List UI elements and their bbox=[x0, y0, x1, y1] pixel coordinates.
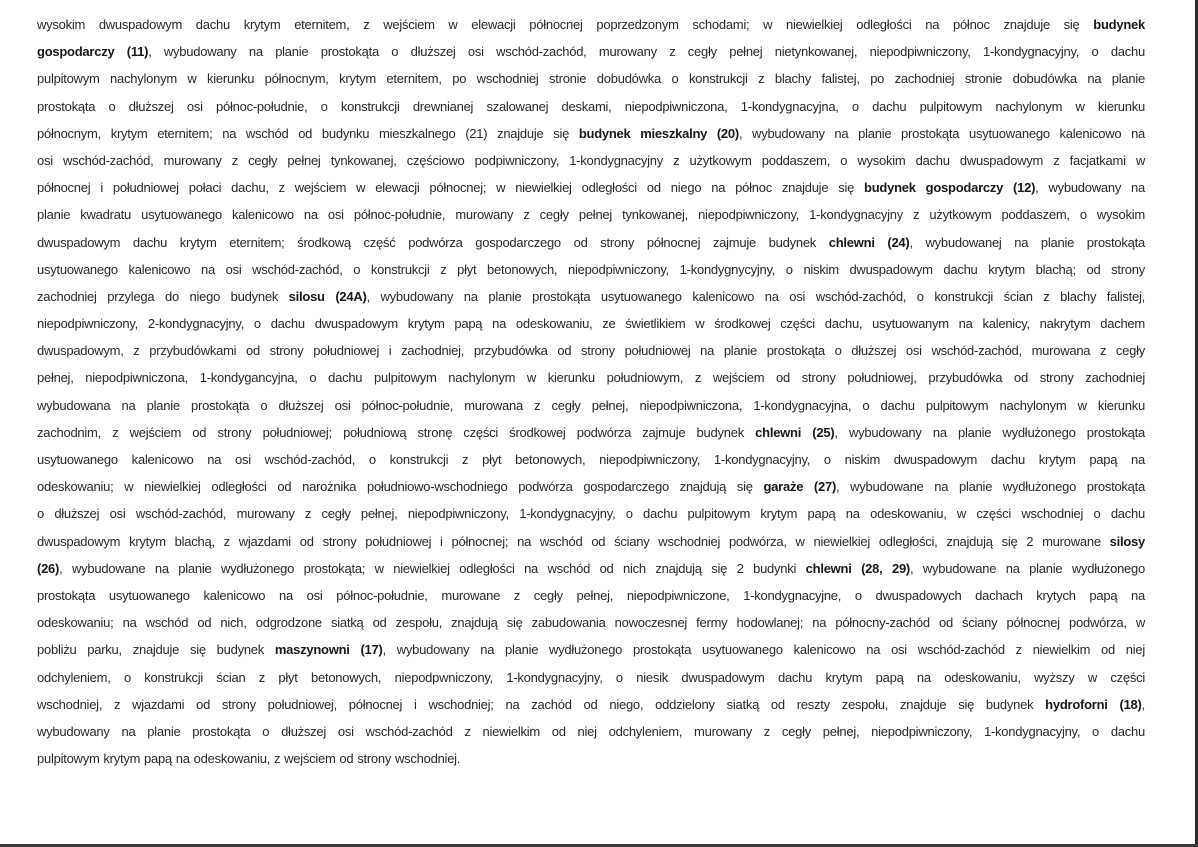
text-segment: , wybudowane na planie wydłużonego bbox=[910, 560, 1145, 576]
bold-building-name: (26) bbox=[37, 560, 60, 576]
text-segment: , wybudowany na bbox=[1035, 180, 1145, 196]
text-segment: , bbox=[1141, 696, 1145, 712]
text-line bbox=[37, 664, 1145, 691]
text-line bbox=[37, 65, 1145, 92]
bold-building-name: budynek bbox=[1093, 17, 1145, 32]
bold-building-name: budynek gospodarczy (12) bbox=[864, 180, 1036, 196]
text-line bbox=[37, 174, 1145, 201]
bold-building-name: chlewni (24) bbox=[828, 234, 910, 250]
text-segment: , wybudowany na planie wydłużonego prostokąta bbox=[834, 424, 1145, 440]
text-segment: odeskowaniu; w niewielkiej odległości od narożnika południowo-wschodniego podwórza gospodarczego znajdują się bbox=[37, 479, 764, 495]
text-segment: wschodniej, z wjazdami od strony południowej, północnej i wschodniej; na zachód od niego, oddzielony siatką od reszty zespołu, znajduje się budynek bbox=[37, 696, 1046, 712]
text-line bbox=[37, 555, 1145, 582]
text-segment: wybudowana na planie prostokąta o dłuższej osi północ-południe, murowana z cegły pełnej, niepodpiwniczona, 1-kondygnacyjna, o dachu pulpitowym nachylonym w kierunku bbox=[37, 397, 1145, 413]
text-segment: osi wschód-zachód, murowany z cegły pełnej tynkowanej, częściowo podpiwniczony, 1-kondygnacyjny z użytkowym poddaszem, o wysokim dachu dwuspadowym z facjatkami w bbox=[37, 152, 1145, 168]
text-line bbox=[37, 11, 1145, 38]
text-segment: wysokim dwuspadowym dachu krytym eternitem, z wejściem w elewacji północnej poprzedzonym schodami; w niewielkiej odległości na północ znajduje się bbox=[37, 17, 1094, 32]
text-segment: dwuspadowym krytym blachą, z wjazdami od strony południowej i północnej; na wschód od ściany wschodniej podwórza, w niewielkiej odległości, znajdują się 2 murowane bbox=[37, 533, 1110, 549]
bold-building-name: chlewni (25) bbox=[755, 424, 835, 440]
text-line bbox=[37, 745, 1145, 772]
text-segment: pulpitowym nachylonym w kierunku północnym, krytym eternitem, po wschodniej stronie dobudówka o konstrukcji z blachy falistej, po zachodniej stronie dobudówka na planie bbox=[37, 71, 1145, 87]
text-segment: pełnej, niepodpiwniczona, 1-kondygancyjna, o dachu pulpitowym nachylonym w kierunku południowym, z wejściem od strony południowej, przybudówka od strony zachodniej bbox=[37, 370, 1145, 386]
text-line bbox=[37, 446, 1145, 473]
text-line bbox=[37, 500, 1145, 527]
text-segment: wybudowany na planie prostokąta o dłuższej osi wschód-zachód z niewielkim od niej odchyleniem, murowany z cegły pełnej, niepodpiwniczony, 1-kondygnacyjny, o dachu bbox=[37, 723, 1145, 739]
bold-building-name: silosy bbox=[1109, 533, 1145, 549]
text-line bbox=[37, 473, 1145, 500]
text-line bbox=[37, 528, 1145, 555]
body-paragraph bbox=[37, 11, 1145, 772]
text-segment: usytuowanego kalenicowo na osi wschód-zachód, o konstrukcji z płyt betonowych, niepodpiwniczony, 1-kondygnycyjny, o niskim dwuspadowym dachu krytym blachą; od strony bbox=[37, 261, 1145, 277]
text-line bbox=[37, 256, 1145, 283]
text-segment: , wybudowane na planie wydłużonego prostokąta; w niewielkiej odległości na wschód od nich znajdują się 2 budynki bbox=[59, 560, 806, 576]
text-line bbox=[37, 229, 1145, 256]
text-line bbox=[37, 283, 1145, 310]
bold-building-name: gospodarczy (11) bbox=[37, 44, 149, 60]
text-line bbox=[37, 147, 1145, 174]
text-segment: pulpitowym krytym papą na odeskowaniu, z wejściem od strony wschodniej. bbox=[37, 751, 461, 767]
text-segment: o dłuższej osi wschód-zachód, murowany z cegły pełnej, niepodpiwniczony, 1-kondygnacyjny, o dachu pulpitowym krytym papą na odeskowaniu, w części wschodniej o dachu bbox=[37, 506, 1145, 522]
text-segment: dwuspadowym dachu krytym eternitem; środkową część podwórza gospodarczego od strony północnej zajmuje budynek bbox=[37, 234, 829, 250]
text-line bbox=[37, 582, 1145, 609]
text-line bbox=[37, 310, 1145, 337]
text-segment: , wybudowanej na planie prostokąta bbox=[909, 234, 1145, 250]
bold-building-name: hydroforni (18) bbox=[1045, 696, 1142, 712]
text-segment: niepodpiwniczony, 2-kondygnacyjny, o dachu dwuspadowym krytym papą na odeskowaniu, ze świetlikiem w środkowej części dachu, usytuowanym na kalenicy, nakrytym dachem bbox=[37, 316, 1145, 332]
text-segment: zachodnim, z wejściem od strony południowej; południową stronę części środkowej podwórza zajmuje budynek bbox=[37, 424, 756, 440]
text-segment: planie kwadratu usytuowanego kalenicowo na osi północ-południe, murowany z cegły pełnej tynkowanej, niepodpiwniczony, 1-kondygnacyjny z użytkowym poddaszem, o wysokim bbox=[37, 207, 1145, 223]
text-segment: zachodniej przylega do niego budynek bbox=[37, 288, 289, 304]
text-segment: usytuowanego kalenicowo na osi wschód-zachód, o konstrukcji z płyt betonowych, niepodpiwniczony, 1-kondygnacyjny, o niskim dwuspadowym dachu krytym papą na bbox=[37, 452, 1145, 467]
text-line bbox=[37, 691, 1145, 718]
text-segment: prostokąta usytuowanego kalenicowo na osi północ-południe, murowane z cegły pełnej, niepodpiwniczone, 1-kondygnacyjne, o dwuspadowych dachach krytych papą na bbox=[37, 587, 1145, 603]
text-segment: północnej i południowej połaci dachu, z wejściem w elewacji północnej; w niewielkiej odległości od niego na północ znajduje się bbox=[37, 180, 865, 196]
text-line bbox=[37, 38, 1145, 65]
text-segment: dwuspadowym, z przybudówkami od strony południowej i zachodniej, przybudówka od strony południowej na planie prostokąta o dłuższej osi wschód-zachód, murowana z cegły bbox=[37, 343, 1145, 359]
text-line bbox=[37, 120, 1145, 147]
text-segment: odeskowaniu; na wschód od nich, odgrodzone siatką od zespołu, znajdują się zabudowania nowoczesnej fermy hodowlanej; na północny-zachód od ściany północnej podwórza, w bbox=[37, 615, 1145, 631]
text-segment: , wybudowany na planie wydłużonego prostokąta usytuowanego kalenicowo na osi wschód-zachód z niewielkim od niej bbox=[382, 642, 1145, 658]
text-segment: , wybudowany na planie prostokąta o dłuższej osi wschód-zachód, murowany z cegły pełnej nietynkowanej, niepodpiwniczony, 1-kondygnacyjny, o dachu bbox=[148, 44, 1145, 60]
text-segment: , wybudowany na planie prostokąta usytuowanego kalenicowo na osi wschód-zachód, o konstrukcji ścian z blachy falistej, bbox=[366, 288, 1146, 304]
bold-building-name: chlewni (28, 29) bbox=[805, 560, 910, 576]
text-line bbox=[37, 337, 1145, 364]
text-segment: pobliżu parku, znajduje się budynek bbox=[37, 642, 275, 658]
text-line bbox=[37, 636, 1145, 663]
text-line bbox=[37, 609, 1145, 636]
text-segment: prostokąta o dłuższej osi północ-południe, o konstrukcji drewnianej szalowanej deskami, niepodpiwniczona, 1-kondygnacyjna, o dachu pulpitowym nachylonym w kierunku bbox=[37, 98, 1145, 114]
text-segment: północnym, krytym eternitem; na wschód od budynku mieszkalnego (21) znajduje się bbox=[37, 125, 579, 141]
text-line bbox=[37, 718, 1145, 745]
text-segment: , wybudowany na planie prostokąta usytuowanego kalenicowo na bbox=[738, 125, 1146, 141]
text-line bbox=[37, 392, 1145, 419]
text-line bbox=[37, 364, 1145, 391]
bold-building-name: silosu (24A) bbox=[288, 288, 367, 304]
bold-building-name: maszynowni (17) bbox=[274, 642, 383, 658]
text-line bbox=[37, 93, 1145, 120]
bold-building-name: garaże (27) bbox=[763, 479, 837, 495]
text-segment: odchyleniem, o konstrukcji ścian z płyt betonowych, niepodpwniczony, 1-kondygnacyjny, o niesik dwuspadowym dachu krytym papą na odeskowaniu, wyższy w części bbox=[37, 669, 1145, 685]
text-line bbox=[37, 201, 1145, 228]
text-segment: , wybudowane na planie wydłużonego prostokąta bbox=[836, 479, 1145, 495]
text-line bbox=[37, 419, 1145, 446]
bold-building-name: budynek mieszkalny (20) bbox=[578, 125, 739, 141]
